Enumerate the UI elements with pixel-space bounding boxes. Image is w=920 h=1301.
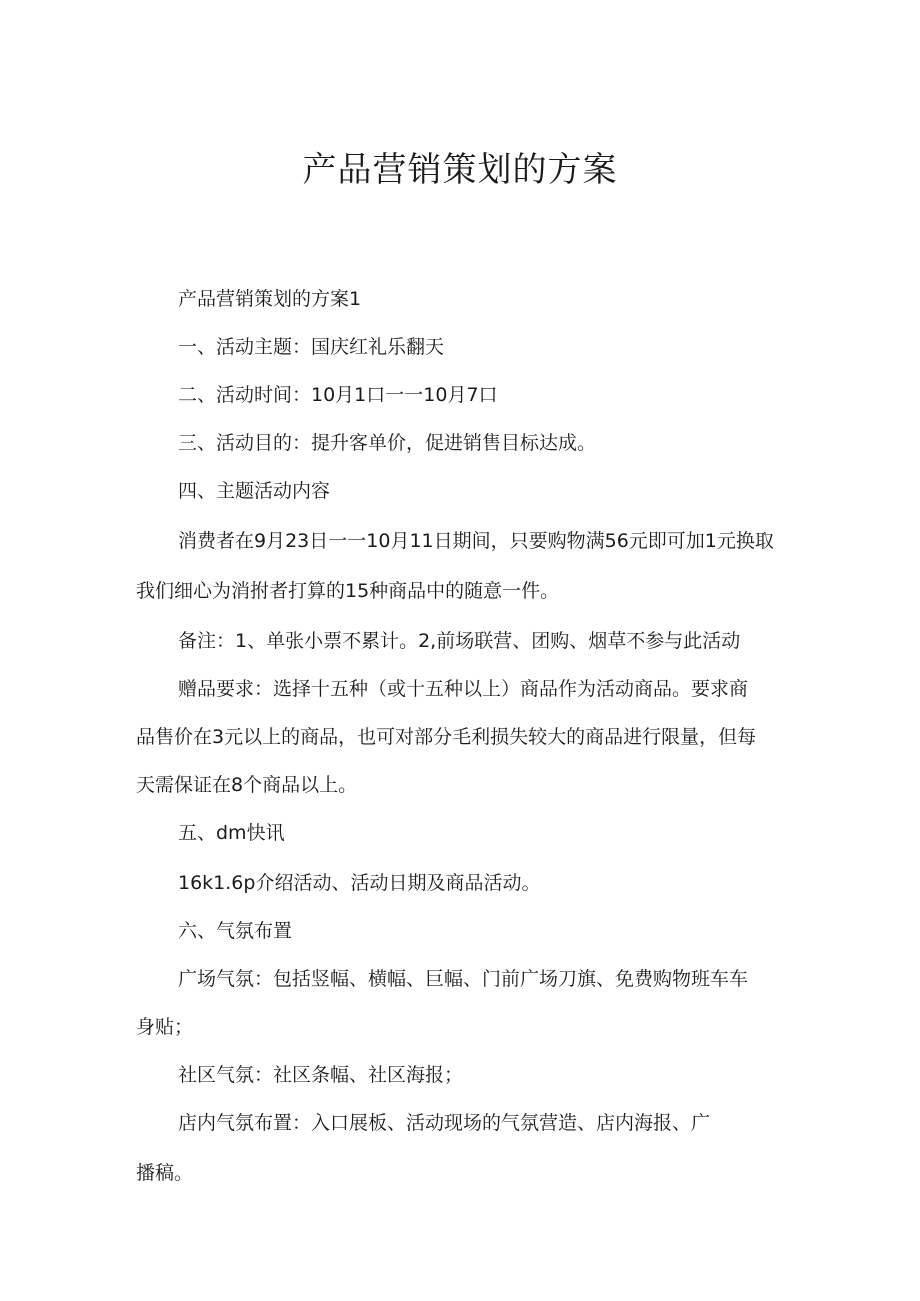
section-heading: 产品营销策划的方案1 — [178, 288, 362, 310]
paragraph-line: 社区气氛：社区条幅、社区海报； — [178, 1064, 464, 1086]
paragraph-line: 一、活动主题：国庆红礼乐翻天 — [178, 336, 445, 358]
paragraph-line: 三、活动目的：提升客单价，促进销售目标达成。 — [178, 432, 597, 454]
paragraph-line: 备注：1、单张小票不累计。2,前场联营、团购、烟草不参与此活动 — [178, 630, 741, 652]
paragraph-line: 六、气氛布置 — [178, 920, 293, 942]
paragraph-line: 播稿。 — [136, 1162, 194, 1184]
paragraph-line: 身贴； — [136, 1016, 194, 1038]
paragraph-line: 消费者在9月23日一一10月11日期间，只要购物满56元即可加1元换取 — [178, 530, 774, 552]
paragraph-line: 店内气氛布置：入口展板、活动现场的气氛营造、店内海报、广 — [178, 1112, 711, 1134]
paragraph-line: 五、dm快讯 — [178, 822, 285, 844]
paragraph-line: 广场气氛：包括竖幅、横幅、巨幅、门前广场刀旗、免费购物班车车 — [178, 968, 749, 990]
paragraph-line: 赠品要求：选择十五种（或十五种以上）商品作为活动商品。要求商 — [178, 678, 749, 700]
paragraph-line: 品售价在3元以上的商品，也可对部分毛利损失较大的商品进行限量，但每 — [136, 726, 757, 748]
paragraph-line: 16k1.6p介绍活动、活动日期及商品活动。 — [178, 872, 541, 894]
document-title: 产品营销策划的方案 — [302, 150, 618, 190]
paragraph-line: 四、主题活动内容 — [178, 480, 331, 502]
paragraph-line: 我们细心为消拊者打算的15种商品中的随意一件。 — [136, 580, 560, 602]
paragraph-line: 天需保证在8个商品以上。 — [136, 774, 358, 796]
paragraph-line: 二、活动时间：10月1口一一10月7口 — [178, 384, 498, 406]
